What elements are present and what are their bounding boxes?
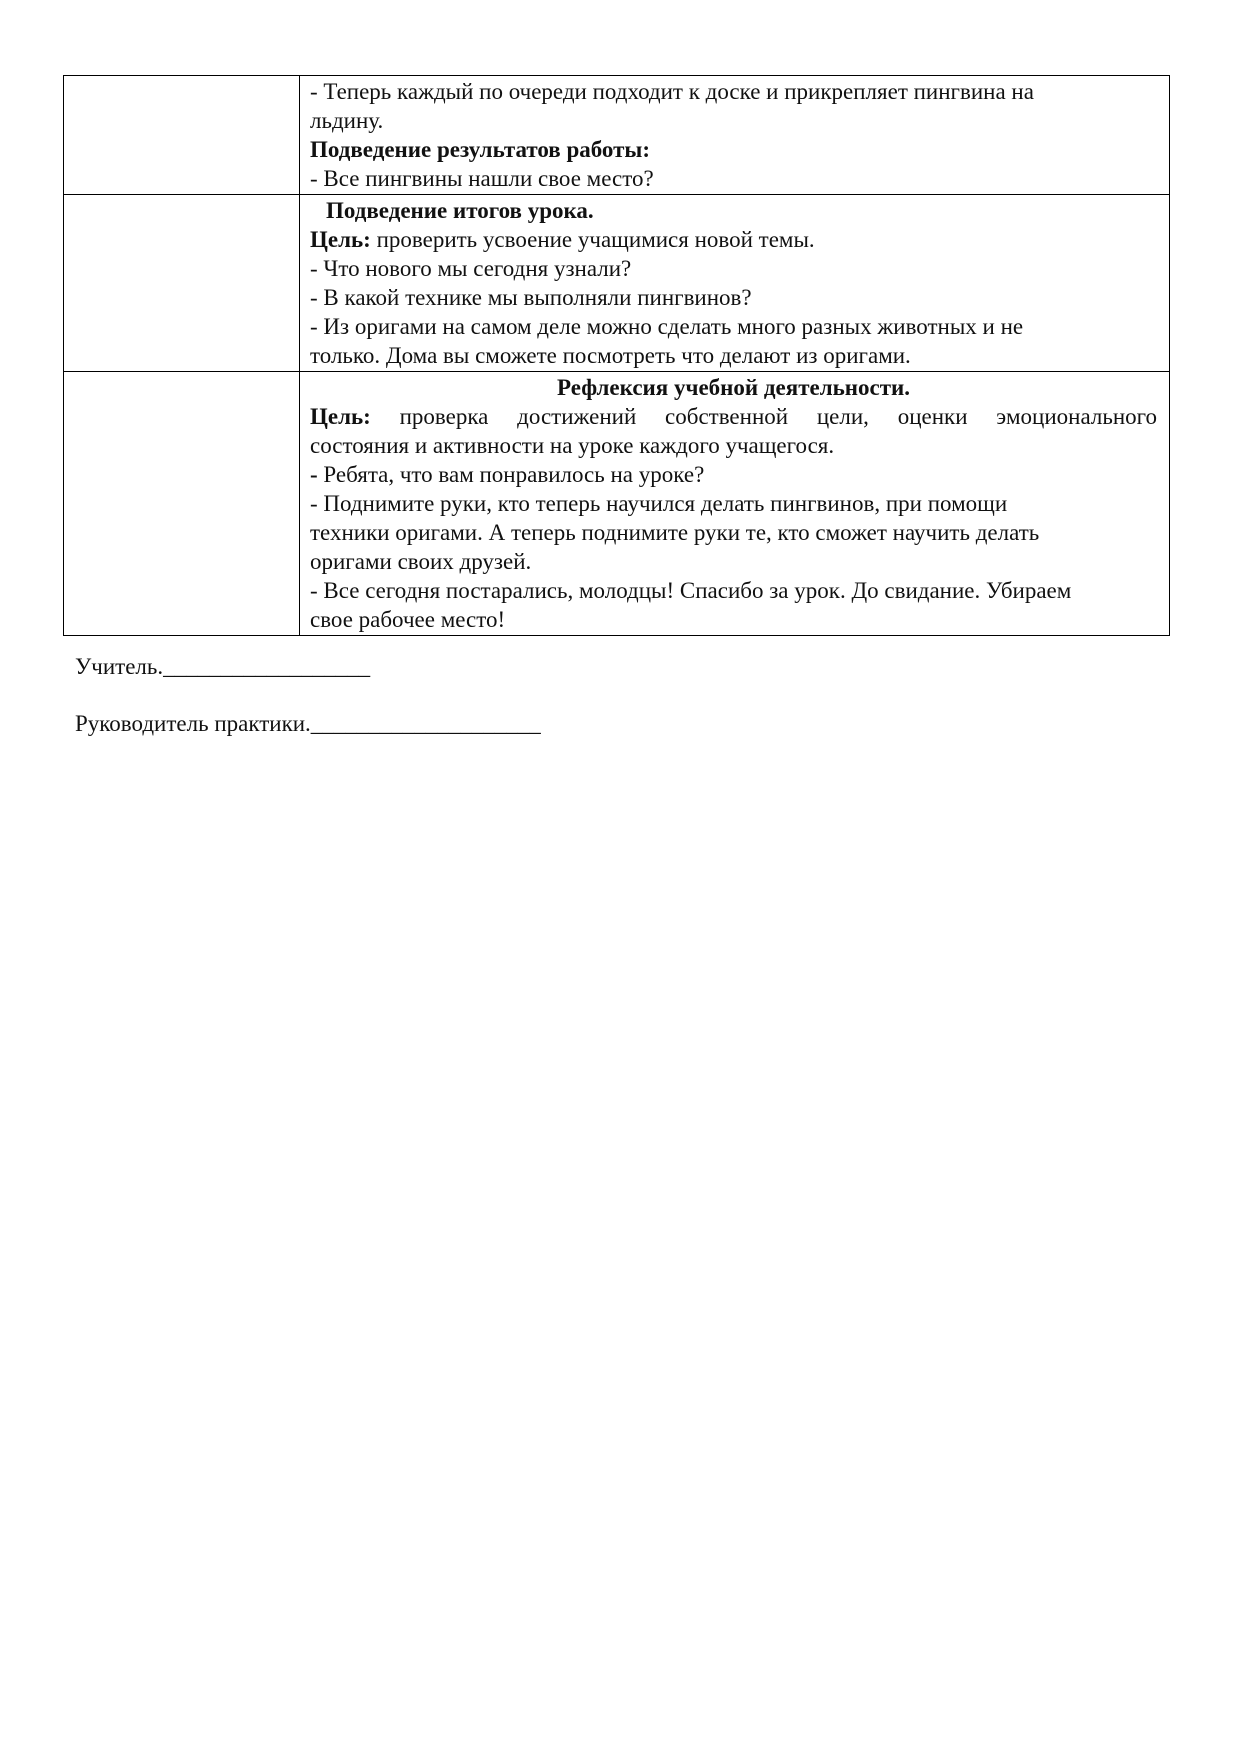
section-heading: Рефлексия учебной деятельности. (556, 375, 911, 400)
goal-line-continued: состояния и активности на уроке каждого учащегося. (310, 433, 835, 458)
text-line: - Все сегодня постарались, молодцы! Спасибо за урок. До свидание. Убираем (310, 578, 1072, 603)
text-line: оригами своих друзей. (310, 549, 532, 574)
stage-cell (64, 372, 300, 636)
question-text: Ребята, что вам понравилось на уроке? (317, 462, 705, 487)
goal-text: проверка достижений собственной цели, оценки эмоционального (370, 404, 1157, 429)
question-dash: - (310, 462, 318, 487)
text-line: техники оригами. А теперь поднимите руки те, кто сможет научить делать (310, 520, 1040, 545)
text-line: - Все пингвины нашли свое место? (310, 166, 654, 191)
text-line: - Теперь каждый по очереди подходит к доске и прикрепляет пингвина на (310, 79, 1034, 104)
question-line (310, 460, 1157, 489)
section-subheading: Подведение результатов работы: (310, 137, 651, 162)
goal-line (310, 225, 1157, 254)
lesson-plan-table (63, 75, 1170, 636)
table-row (64, 195, 1170, 372)
text-line: - Поднимите руки, кто теперь научился делать пингвинов, при помощи (310, 491, 1008, 516)
goal-line (310, 402, 1157, 431)
text-line: только. Дома вы сможете посмотреть что делают из оригами. (310, 343, 911, 368)
goal-text: проверить усвоение учащимися новой темы. (370, 227, 815, 252)
stage-cell (64, 195, 300, 372)
section-heading: Подведение итогов урока. (326, 198, 594, 223)
supervisor-signature-line: Руководитель практики.____________________ (75, 711, 541, 736)
teacher-signature-line: Учитель.__________________ (75, 654, 371, 679)
content-cell (300, 76, 1170, 195)
text-line: - Что нового мы сегодня узнали? (310, 256, 632, 281)
text-line: - В какой технике мы выполняли пингвинов? (310, 285, 752, 310)
table-row (64, 76, 1170, 195)
text-line: - Из оригами на самом деле можно сделать много разных животных и не (310, 314, 1024, 339)
text-line: свое рабочее место! (310, 607, 506, 632)
text-line: льдину. (310, 108, 384, 133)
goal-label: Цель: (310, 404, 371, 429)
goal-label: Цель: (310, 227, 371, 252)
content-cell (300, 195, 1170, 372)
stage-cell (64, 76, 300, 195)
content-cell (300, 372, 1170, 636)
table-row (64, 372, 1170, 636)
